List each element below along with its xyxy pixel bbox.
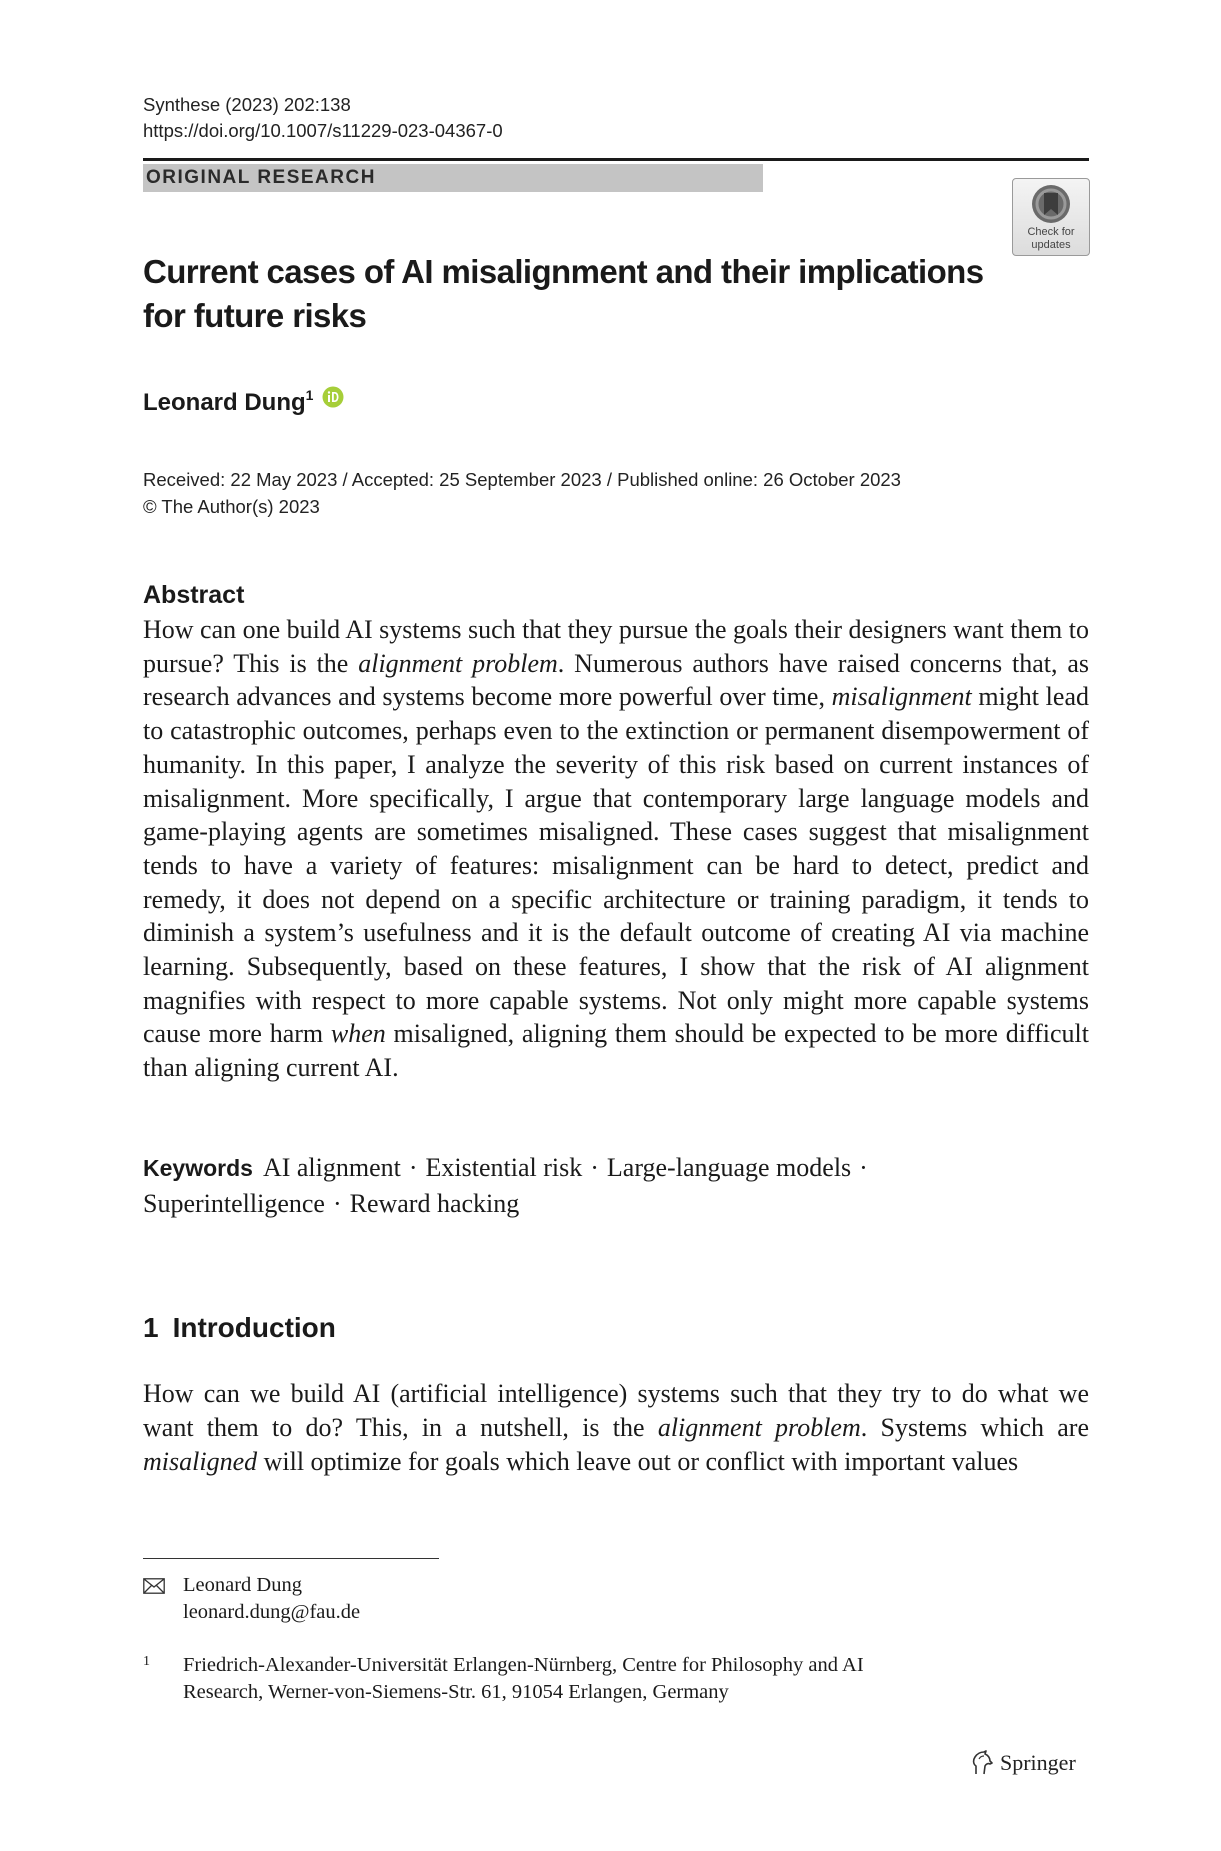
journal-citation: Synthese (2023) 202:138 xyxy=(143,94,351,115)
keyword: Reward hacking xyxy=(349,1189,520,1218)
keyword-separator: · xyxy=(408,1153,418,1182)
keyword-separator: · xyxy=(590,1153,599,1182)
keyword: Superintelligence xyxy=(143,1189,325,1218)
section-label: ORIGINAL RESEARCH xyxy=(143,164,763,192)
keywords xyxy=(143,1150,1089,1221)
keyword: AI alignment xyxy=(262,1153,401,1182)
intro-emphasis-1: alignment problem xyxy=(657,1413,861,1442)
abstract-emphasis-1: alignment problem xyxy=(358,648,558,678)
mail-icon xyxy=(143,1578,165,1594)
affiliation-line-1: Friedrich-Alexander-Universität Erlangen-Nürnberg, Centre for Philosophy and AI xyxy=(183,1654,864,1676)
paper-title: Current cases of AI misalignment and their implications for future risks xyxy=(143,253,984,334)
section-number: 1 xyxy=(143,1312,159,1343)
footnote-rule xyxy=(143,1558,439,1559)
section-title: Introduction xyxy=(172,1312,336,1343)
abstract-part-3: might lead to catastrophic outcomes, perhaps even to the extinction or permanent disempowerment of humanity. In this paper, I analyze the severity of this risk based on current instances of misalignment. More specifically, I argue that contemporary large language models and game-playing agents are sometimes misaligned. These cases suggest that misalignment tends to have a variety of features: misalignment can be hard to detect, predict and remedy, it does not depend on a specific architecture or training paradigm, it tends to diminish a system’s usefulness and it is the default outcome of creating AI via machine learning. Subsequently, based on these features, I show that the risk of AI alignment magnifies with respect to more capable systems. Not only might more capable systems cause more harm xyxy=(143,682,1089,1049)
author-line xyxy=(143,380,344,418)
abstract-part-1: How can one build AI systems such that they pursue the goals their designers want them to pursue? This is the xyxy=(143,615,1089,678)
keyword-separator: · xyxy=(859,1153,868,1182)
keyword: Existential risk xyxy=(425,1153,583,1182)
section-heading-introduction xyxy=(143,1311,336,1345)
header-rule xyxy=(143,158,1089,161)
check-updates-line1: Check for xyxy=(1027,226,1075,238)
keywords-label: Keywords xyxy=(143,1155,253,1181)
copyright: © The Author(s) 2023 xyxy=(143,496,320,517)
abstract-part-2: . Numerous authors have raised concerns that, as research advances and systems become more powerful over time, xyxy=(143,648,1089,712)
publication-dates xyxy=(143,466,901,520)
intro-part-3: will optimize for goals which leave out or conflict with important values xyxy=(257,1447,1019,1476)
affiliation-footnote xyxy=(143,1652,1089,1706)
doi-link[interactable]: https://doi.org/10.1007/s11229-023-04367-0 xyxy=(143,120,503,141)
abstract-emphasis-2: misalignment xyxy=(831,682,972,712)
publisher-logo xyxy=(970,1748,1076,1778)
journal-info xyxy=(143,92,503,144)
abstract-heading: Abstract xyxy=(143,581,245,609)
corresponding-name: Leonard Dung xyxy=(183,1574,302,1596)
author-affil-mark: 1 xyxy=(305,387,314,403)
history-dates: Received: 22 May 2023 / Accepted: 25 September 2023 / Published online: 26 October 2023 xyxy=(143,469,901,490)
orcid-icon[interactable] xyxy=(322,386,344,408)
check-updates-badge[interactable] xyxy=(1012,178,1090,256)
intro-emphasis-2: misaligned xyxy=(143,1447,258,1476)
abstract-part-4: misaligned, aligning them should be expected to be more difficult than aligning current AI. xyxy=(143,1019,1089,1083)
abstract-emphasis-3: when xyxy=(330,1019,386,1049)
affiliation-number: 1 xyxy=(143,1654,150,1669)
corresponding-author xyxy=(143,1572,360,1626)
affiliation-line-2: Research, Werner-von-Siemens-Str. 61, 91054 Erlangen, Germany xyxy=(183,1681,729,1703)
springer-horse-icon xyxy=(970,1750,994,1776)
introduction-text xyxy=(143,1377,1089,1479)
intro-part-1: How can we build AI (artificial intelligence) systems such that they try to do what we want them to do? This, in a nutshell, is the xyxy=(143,1379,1089,1442)
keyword: Large-language models xyxy=(606,1153,852,1182)
check-updates-icon xyxy=(1030,183,1072,225)
keyword-separator: · xyxy=(332,1189,342,1218)
abstract-text xyxy=(143,613,1089,1085)
check-updates-line2: updates xyxy=(1031,239,1071,251)
author-name[interactable]: Leonard Dung xyxy=(143,389,306,416)
publisher-name: Springer xyxy=(1000,1750,1076,1775)
intro-part-2: . Systems which are xyxy=(860,1413,1089,1442)
corresponding-email[interactable]: leonard.dung@fau.de xyxy=(183,1601,361,1623)
